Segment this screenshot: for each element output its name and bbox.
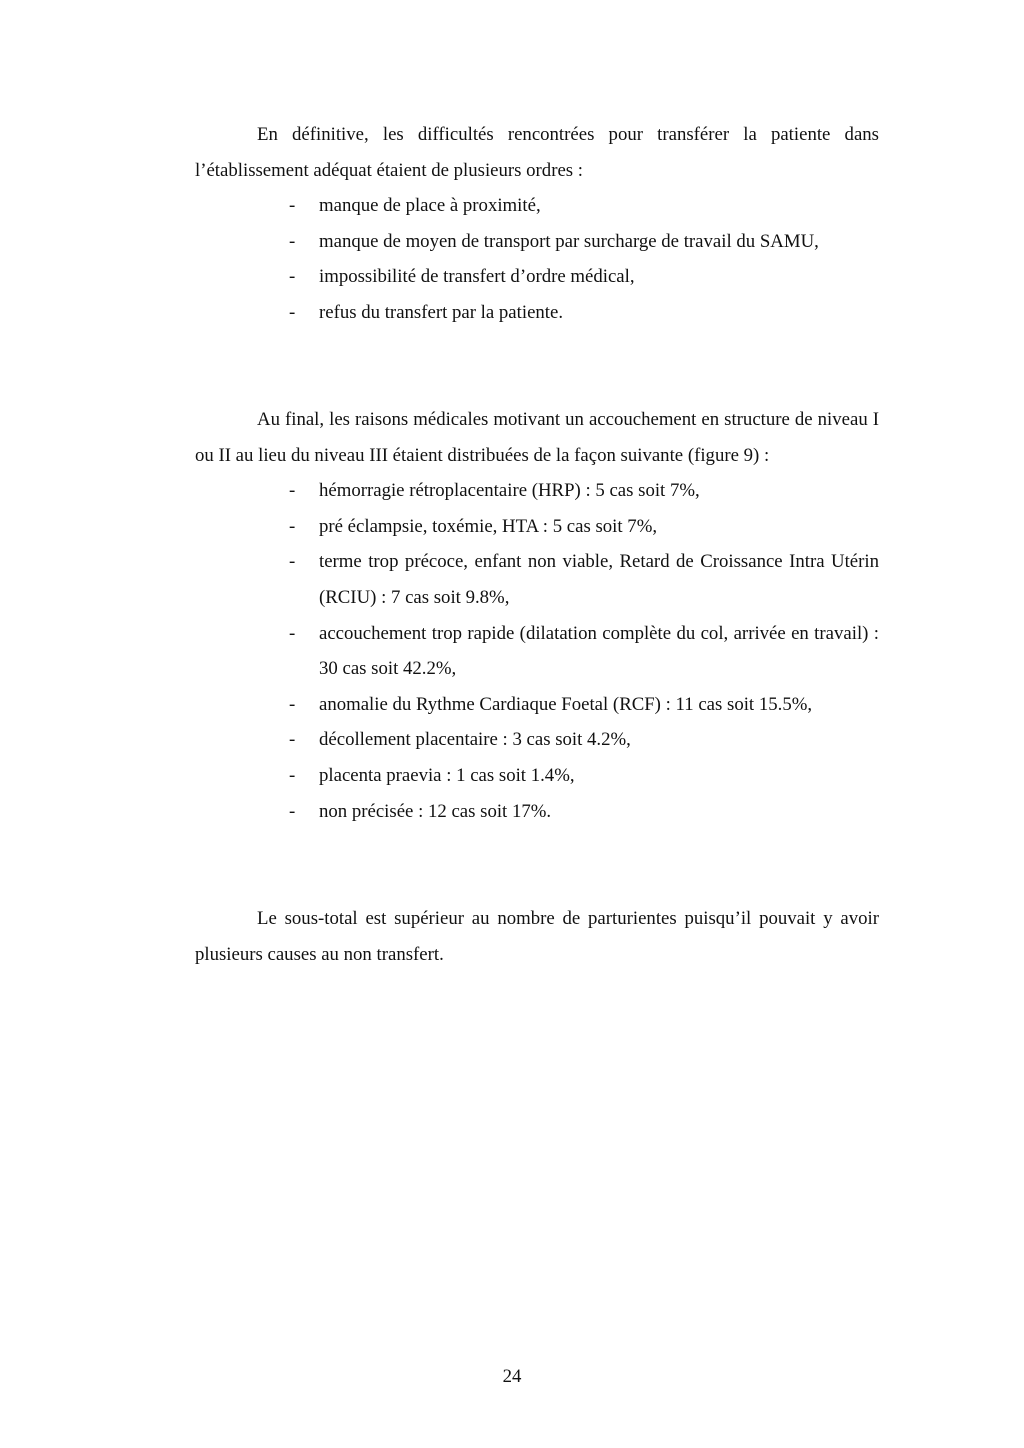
list-item: - manque de place à proximité, xyxy=(195,188,879,224)
bullet-dash: - xyxy=(289,551,296,573)
section-subtotal-note xyxy=(195,901,879,972)
list-item: - décollement placentaire : 3 cas soit 4.2%, xyxy=(195,722,879,758)
bullet-dash: - xyxy=(289,301,296,323)
paragraph-subtotal: Le sous-total est supérieur au nombre de parturientes puisqu’il pouvait y avoir plusieurs causes au non transfert. xyxy=(195,908,879,965)
list-item: - hémorragie rétroplacentaire (HRP) : 5 cas soit 7%, xyxy=(195,473,879,509)
bullet-dash: - xyxy=(289,800,296,822)
bullet-dash: - xyxy=(289,515,296,537)
paragraph-medical-reasons: Au final, les raisons médicales motivant un accouchement en structure de niveau I ou II au lieu du niveau III étaient distribuées de la façon suivante (figure 9) : xyxy=(195,409,879,466)
page-number: 24 xyxy=(502,1366,522,1387)
list-item: - accouchement trop rapide (dilatation complète du col, arrivée en travail) : 30 cas soit 42.2%, xyxy=(195,616,879,687)
section-transfer-difficulties xyxy=(195,117,879,331)
list-item: - impossibilité de transfert d’ordre médical, xyxy=(195,259,879,295)
section-medical-reasons xyxy=(195,402,879,829)
bullet-dash: - xyxy=(289,693,296,715)
paragraph-intro: En définitive, les difficultés rencontrées pour transférer la patiente dans l’établissement adéquat étaient de plusieurs ordres : xyxy=(195,124,879,181)
bullet-dash: - xyxy=(289,480,296,502)
bullet-dash: - xyxy=(289,230,296,252)
list-item: - manque de moyen de transport par surcharge de travail du SAMU, xyxy=(195,224,879,260)
list-item: - non précisée : 12 cas soit 17%. xyxy=(195,794,879,830)
list-item: - pré éclampsie, toxémie, HTA : 5 cas soit 7%, xyxy=(195,509,879,545)
bullet-dash: - xyxy=(289,195,296,217)
list-item: - placenta praevia : 1 cas soit 1.4%, xyxy=(195,758,879,794)
bullet-dash: - xyxy=(289,729,296,751)
difficulties-list xyxy=(195,188,879,330)
bullet-dash: - xyxy=(289,764,296,786)
list-item: - anomalie du Rythme Cardiaque Foetal (RCF) : 11 cas soit 15.5%, xyxy=(195,687,879,723)
bullet-dash: - xyxy=(289,622,296,644)
bullet-dash: - xyxy=(289,266,296,288)
list-item: - refus du transfert par la patiente. xyxy=(195,295,879,331)
list-item: - terme trop précoce, enfant non viable, Retard de Croissance Intra Utérin (RCIU) : 7 cas soit 9.8%, xyxy=(195,544,879,615)
medical-reasons-list xyxy=(195,473,879,829)
